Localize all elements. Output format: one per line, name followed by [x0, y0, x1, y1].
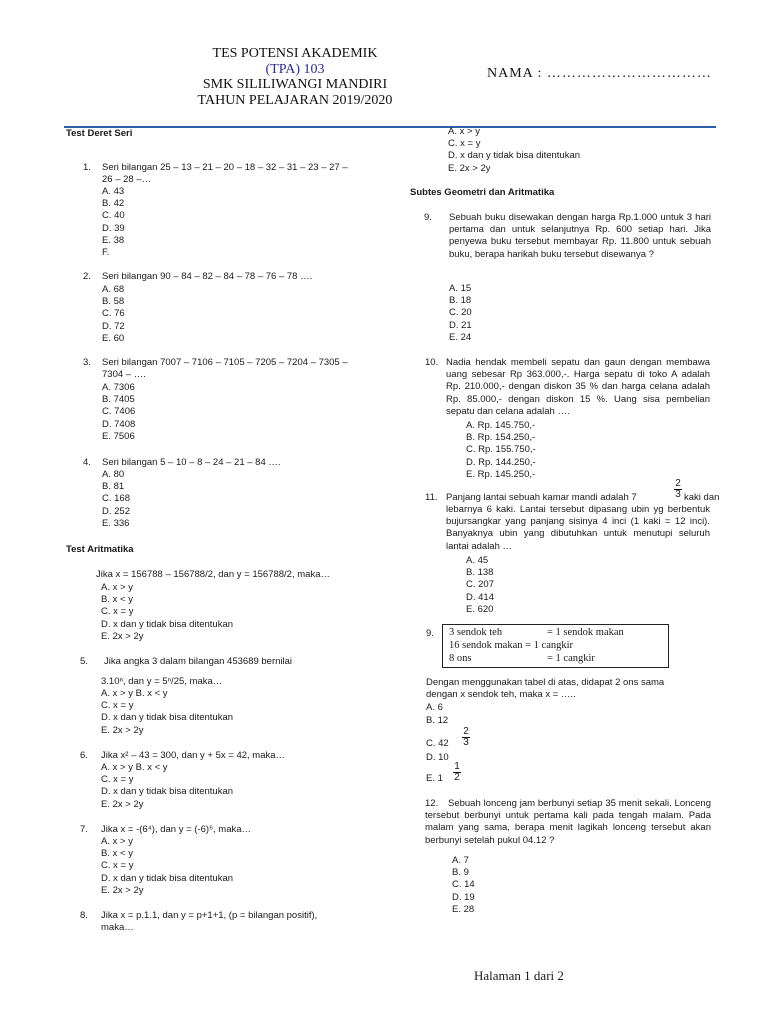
- q9-option-d: D. 21: [449, 319, 472, 331]
- q12-text: Sebuah lonceng jam berbunyi setiap 35 menit sekali. Lonceng tersebut berbunyi untuk pertama kali pada tengah malam. Pada malam yang sama, berapa menit lagikah lonceng tersebut akan berbunyi setelah pukul 04.12 ?: [425, 798, 711, 846]
- section-geometri-aritmatika: Subtes Geometri dan Aritmatika: [410, 187, 555, 198]
- q9b-option-e: E. 1: [426, 773, 443, 784]
- q1-number: 1.: [83, 162, 91, 173]
- q7-option-c: C. x = y: [101, 860, 134, 872]
- q9-body: [449, 212, 711, 261]
- header-year: TAHUN PELAJARAN 2019/2020: [197, 92, 393, 108]
- q4-option-e: E. 336: [102, 517, 130, 529]
- q11-frac-num: 2: [675, 478, 681, 489]
- q11-option-b: B. 138: [466, 567, 494, 579]
- q6-option-c: C. x = y: [101, 774, 134, 786]
- table-cell: = 1 sendok makan: [547, 627, 624, 638]
- q11-text: lebarnya 6 kaki. Lantai tersebut dipasang ubin yg berbentuk bujursangkar yang panjang sisinya 4 inci (1 kaki = 12 inci). Banyaknya ubin yang dibutuhkan untuk menutupi seluruh lantai adalah …: [446, 504, 710, 552]
- q11-frac-den: 3: [675, 489, 681, 500]
- q7-option-a: A. x > y: [101, 836, 133, 847]
- q7-text: Jika x = -(6⁴), dan y = (-6)⁶, maka…: [101, 824, 252, 835]
- intro-question-options: [101, 582, 233, 643]
- q9-option-b: B. 18: [449, 295, 472, 307]
- intro-option-a: A. x > y: [101, 582, 133, 593]
- q3-option-d: D. 7408: [102, 418, 136, 430]
- page-number: Halaman 1 dari 2: [474, 968, 564, 983]
- q6-option-d: D. x dan y tidak bisa ditentukan: [101, 786, 234, 798]
- q10-option-c: C. Rp. 155.750,-: [466, 444, 536, 456]
- q11-body: [446, 504, 710, 553]
- q10-option-b: B. Rp. 154.250,-: [466, 432, 536, 444]
- header-divider: [64, 126, 716, 128]
- q11-fraction: [674, 479, 682, 500]
- q1-text: Seri bilangan 25 – 13 – 21 – 20 – 18 – 32 – 31 – 23 – 27 –: [102, 162, 348, 173]
- q2-option-b: B. 58: [102, 296, 125, 308]
- table-cell: 8 ons: [449, 653, 472, 664]
- q12-number: 12.: [425, 798, 439, 809]
- q5-number: 5.: [80, 656, 88, 667]
- q3-number: 3.: [83, 357, 91, 368]
- q2-option-d: D. 72: [102, 320, 125, 332]
- q4-options: [102, 469, 130, 530]
- intro-option-c: C. x = y: [101, 606, 134, 618]
- q10-options: [466, 420, 536, 481]
- q5-text: Jika angka 3 dalam bilangan 453689 bernilai: [104, 656, 293, 667]
- q11-number: 11.: [425, 492, 438, 503]
- q4-option-b: B. 81: [102, 481, 125, 493]
- header-title: TES POTENSI AKADEMIK: [212, 46, 378, 61]
- q9b-number: 9.: [426, 628, 434, 639]
- q9-option-c: C. 20: [449, 307, 472, 319]
- q9b-text: Dengan menggunakan tabel di atas, didapat 2 ons sama: [426, 677, 665, 688]
- table-row: [449, 626, 662, 639]
- q9-option-e: E. 24: [449, 331, 472, 343]
- q8-option-c: C. x = y: [448, 138, 481, 150]
- q4-option-d: D. 252: [102, 505, 130, 517]
- q1-option-c: C. 40: [102, 210, 125, 222]
- q10-option-d: D. Rp. 144.250,-: [466, 456, 536, 468]
- q2-text: Seri bilangan 90 – 84 – 82 – 84 – 78 – 76 – 78 ….: [102, 271, 313, 282]
- q9b-option-b: B. 12: [426, 715, 449, 726]
- q3-text: Seri bilangan 7007 – 7106 – 7105 – 7205 – 7204 – 7305 –: [102, 357, 348, 368]
- q1-option-a: A. 43: [102, 186, 125, 197]
- q8-option-e: E. 2x > 2y: [448, 162, 491, 174]
- frac-num: 2: [463, 726, 469, 737]
- q3-option-e: E. 7506: [102, 430, 135, 442]
- q4-option-c: C. 168: [102, 493, 130, 505]
- q8-text-cont: maka…: [101, 922, 134, 933]
- q1-option-e: E. 38: [102, 234, 125, 246]
- q9b-option-c-fraction: [462, 727, 470, 748]
- q3-option-a: A. 7306: [102, 382, 135, 393]
- q3-text-cont: 7304 – ….: [102, 369, 146, 380]
- q1-option-f: F.: [102, 247, 110, 259]
- name-field: NAMA : ……………………………: [487, 66, 712, 81]
- q12-option-b: B. 9: [452, 867, 469, 879]
- q1-options: [102, 186, 125, 259]
- q9-options: [449, 283, 472, 344]
- q2-option-a: A. 68: [102, 284, 125, 295]
- q5-option-e: E. 2x > 2y: [101, 724, 144, 736]
- q2-number: 2.: [83, 271, 91, 282]
- q4-text: Seri bilangan 5 – 10 – 8 – 24 – 21 – 84 ….: [102, 457, 281, 468]
- q3-option-b: B. 7405: [102, 394, 135, 406]
- intro-option-e: E. 2x > 2y: [101, 630, 144, 642]
- q7-option-b: B. x < y: [101, 848, 133, 860]
- header-code: (TPA) 103: [265, 61, 325, 77]
- q11-text-start: Panjang lantai sebuah kamar mandi adalah 7: [446, 492, 637, 503]
- q6-options: [101, 762, 233, 811]
- q10-option-a: A. Rp. 145.750,-: [466, 420, 536, 431]
- q11-options: [466, 555, 494, 616]
- table-row: 16 sendok makan = 1 cangkir: [449, 640, 574, 651]
- q5-option-d: D. x dan y tidak bisa ditentukan: [101, 712, 234, 724]
- document-header: [170, 46, 420, 108]
- q10-number: 10.: [425, 357, 439, 368]
- table-row: [449, 652, 662, 665]
- q7-number: 7.: [80, 824, 88, 835]
- q10-text: Nadia hendak membeli sepatu dan gaun dengan membawa uang sebesar Rp 363.000,-. Harga sepatu di toko A adalah Rp. 210.000,- dengan diskon 35 % dan harga celana adalah Rp. 85.000,- dengan diskon 15 %. Uang sisa pembelian sepatu dan celana adalah ….: [446, 357, 710, 417]
- q2-option-e: E. 60: [102, 332, 125, 344]
- q1-text-cont: 26 – 28 –…: [102, 174, 152, 185]
- q12-options: [452, 855, 475, 916]
- q9b-option-c: C. 42: [426, 738, 449, 749]
- q9b-option-d: D. 10: [426, 752, 449, 763]
- q3-option-c: C. 7406: [102, 406, 136, 418]
- q7-option-e: E. 2x > 2y: [101, 884, 144, 896]
- q9b-option-a: A. 6: [426, 702, 443, 713]
- conversion-table: [442, 624, 669, 668]
- q5-option-ab: A. x > y B. x < y: [101, 688, 168, 699]
- q12-option-a: A. 7: [452, 855, 469, 866]
- q5-option-c: C. x = y: [101, 700, 134, 712]
- q6-option-ab: A. x > y B. x < y: [101, 762, 168, 773]
- intro-option-d: D. x dan y tidak bisa ditentukan: [101, 618, 234, 630]
- q4-number: 4.: [83, 457, 91, 468]
- q9b-option-e-fraction: [453, 762, 461, 783]
- q6-option-e: E. 2x > 2y: [101, 798, 144, 810]
- q1-option-d: D. 39: [102, 222, 125, 234]
- q7-options: [101, 836, 233, 897]
- q8-option-a: A. x > y: [448, 126, 480, 137]
- frac-num: 1: [454, 761, 460, 772]
- q5-options: [101, 688, 233, 737]
- q6-number: 6.: [80, 750, 88, 761]
- intro-option-b: B. x < y: [101, 594, 133, 606]
- q10-body: [446, 357, 710, 418]
- q9-text: Sebuah buku disewakan dengan harga Rp.1.000 untuk 3 hari pertama dan untuk selanjutnya Rp. 600 setiap hari. Jika penyewa buku tersebut membayar Rp. 11.800 untuk sebuah buku, berapa harikah buku tersebut disewanya ?: [449, 212, 711, 260]
- q3-options: [102, 382, 135, 443]
- table-cell: = 1 cangkir: [547, 653, 595, 664]
- q2-options: [102, 284, 125, 345]
- q10-option-e: E. Rp. 145.250,-: [466, 468, 536, 480]
- q9-number: 9.: [424, 212, 432, 223]
- section-aritmatika: Test Aritmatika: [66, 544, 134, 555]
- q8-option-d: D. x dan y tidak bisa ditentukan: [448, 150, 581, 162]
- q2-option-c: C. 76: [102, 308, 125, 320]
- q12-option-c: C. 14: [452, 879, 475, 891]
- q12-body: [425, 798, 711, 847]
- q9b-text-cont: dengan x sendok teh, maka x = …..: [426, 689, 576, 700]
- q7-option-d: D. x dan y tidak bisa ditentukan: [101, 872, 234, 884]
- table-cell: 3 sendok teh: [449, 627, 503, 638]
- q11-option-c: C. 207: [466, 579, 494, 591]
- frac-den: 2: [454, 772, 460, 783]
- section-deret-seri: Test Deret Seri: [66, 128, 133, 139]
- q8-options: [448, 126, 580, 175]
- q8-text: Jika x = p.1.1, dan y = p+1+1, (p = bilangan positif),: [101, 910, 318, 921]
- q12-option-e: E. 28: [452, 903, 475, 915]
- q11-option-e: E. 620: [466, 603, 494, 615]
- q8-number: 8.: [80, 910, 88, 921]
- header-school: SMK SILILIWANGI MANDIRI: [202, 77, 388, 92]
- intro-question-text: Jika x = 156788 – 156788/2, dan y = 156788/2, maka…: [96, 569, 330, 580]
- q11-option-d: D. 414: [466, 591, 494, 603]
- q1-option-b: B. 42: [102, 198, 125, 210]
- q6-text: Jika x² – 43 = 300, dan y + 5x = 42, maka…: [101, 750, 286, 761]
- q4-option-a: A. 80: [102, 469, 125, 480]
- q9-option-a: A. 15: [449, 283, 472, 294]
- q12-option-d: D. 19: [452, 891, 475, 903]
- q11-option-a: A. 45: [466, 555, 489, 566]
- q5-text-cont: 3.10ⁿ, dan y = 5ⁿ/25, maka…: [101, 676, 223, 687]
- q11-text-unit: kaki dan: [684, 492, 720, 503]
- frac-den: 3: [463, 737, 469, 748]
